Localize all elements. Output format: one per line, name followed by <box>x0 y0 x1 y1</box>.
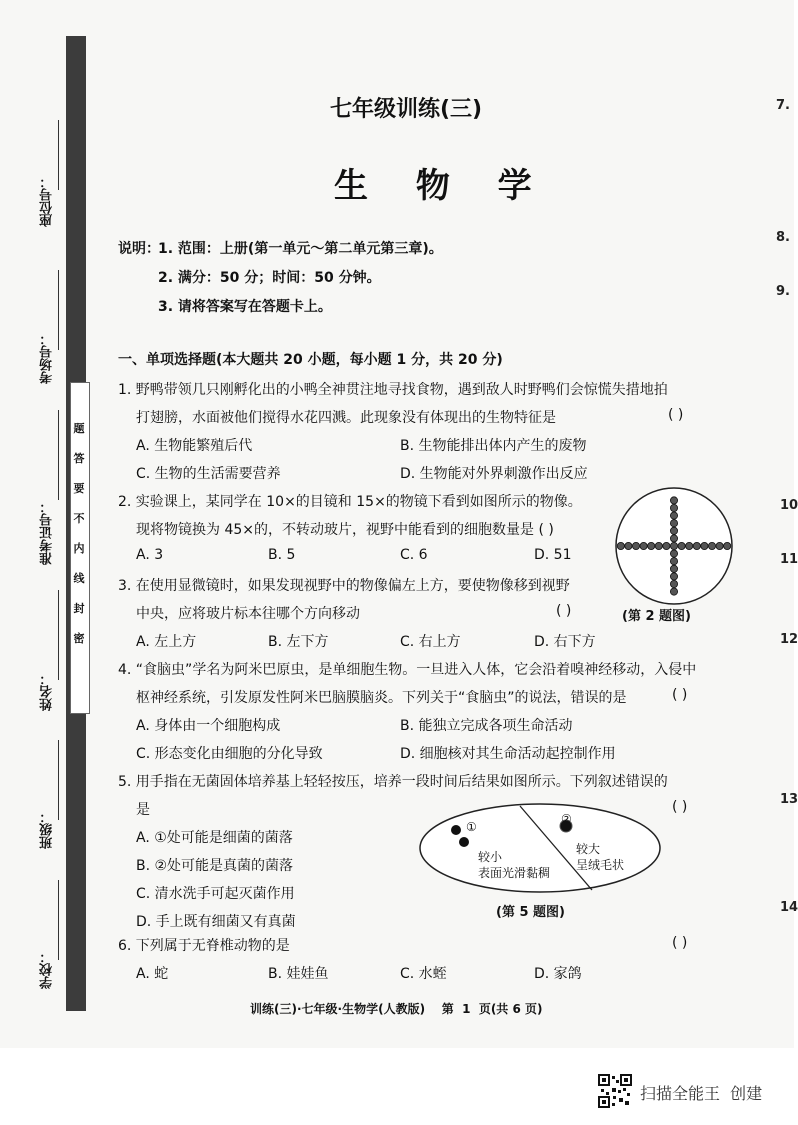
ticket-line <box>58 410 59 500</box>
option-d: D. 右下方 <box>534 634 596 650</box>
option-d: D. 手上既有细菌又有真菌 <box>136 914 296 930</box>
option-a: A. 蛇 <box>136 966 169 982</box>
option-b: B. 左下方 <box>268 634 329 650</box>
question-text: 是 <box>136 802 150 818</box>
instructions-lead: 说明： <box>118 241 160 257</box>
cell <box>670 535 677 542</box>
instruction-item: 2. 满分：50 分；时间：50 分钟。 <box>158 270 381 286</box>
cell <box>617 542 624 549</box>
cell <box>724 542 731 549</box>
page-footer: 训练(三)·七年级·生物学(人教版) 第 1 页(共 6 页) <box>250 1002 543 1016</box>
question-text: 1. 野鸭带领几只刚孵化出的小鸭全神贯注地寻找食物，遇到敌人时野鸭们会惊慌失措地拍 <box>118 382 668 398</box>
subject-title: 生 物 学 <box>334 166 550 206</box>
seal-char: 要 <box>73 482 85 495</box>
edge-number: 12 <box>780 632 798 647</box>
cell <box>648 542 655 549</box>
option-b: B. 能独立完成各项生命活动 <box>400 718 573 734</box>
option-a: A. 生物能繁殖后代 <box>136 438 253 454</box>
seal-char: 题 <box>73 422 85 435</box>
seat-line <box>58 120 59 190</box>
option-c: C. 右上方 <box>400 634 461 650</box>
answer-paren: ( ) <box>672 799 688 815</box>
edge-number: 9. <box>776 284 790 299</box>
cell <box>670 542 677 549</box>
cell <box>663 542 670 549</box>
name-line <box>58 590 59 680</box>
answer-paren: ( ) <box>556 603 572 619</box>
question-text: 中央，应将玻片标本往哪个方向移动 <box>136 606 360 622</box>
option-c: C. 生物的生活需要营养 <box>136 466 281 482</box>
cell <box>670 497 677 504</box>
option-c: C. 形态变化由细胞的分化导致 <box>136 746 323 762</box>
exam-no-label: 考场号： <box>40 332 55 384</box>
class-label: 班级： <box>40 810 55 849</box>
cell <box>670 504 677 511</box>
cell <box>670 520 677 527</box>
school-label: 学校： <box>40 950 55 989</box>
option-c: C. 清水洗手可起灭菌作用 <box>136 886 295 902</box>
seal-char: 线 <box>73 572 85 585</box>
colony-dot <box>451 825 461 835</box>
colony-dot <box>459 837 469 847</box>
seal-char: 内 <box>73 542 85 555</box>
edge-number: 7. <box>776 98 790 113</box>
seat-label: 座位号： <box>40 175 55 227</box>
answer-paren: ( ) <box>668 407 684 423</box>
option-a: A. 左上方 <box>136 634 197 650</box>
cell <box>670 588 677 595</box>
figure-caption: (第 5 题图) <box>496 905 565 920</box>
instruction-item: 3. 请将答案写在答题卡上。 <box>158 299 332 315</box>
seal-char: 密 <box>73 632 85 645</box>
series-title: 七年级训练(三) <box>330 97 483 122</box>
seal-char: 答 <box>73 452 85 465</box>
ticket-label: 准考证号： <box>40 500 55 565</box>
microscope-field-figure <box>612 484 736 608</box>
option-a: A. 3 <box>136 547 164 563</box>
figure-label: 较大 <box>576 842 601 856</box>
cell <box>670 527 677 534</box>
class-line <box>58 740 59 820</box>
figure-label: 表面光滑黏稠 <box>478 866 551 880</box>
question-text: 6. 下列属于无脊椎动物的是 <box>118 938 290 954</box>
option-d: D. 生物能对外界刺激作出反应 <box>400 466 588 482</box>
cell <box>655 542 662 549</box>
question-text: 3. 在使用显微镜时，如果发现视野中的物像偏左上方，要使物像移到视野 <box>118 578 570 594</box>
cell <box>678 542 685 549</box>
option-b: B. 5 <box>268 547 296 563</box>
option-a: A. 身体由一个细胞构成 <box>136 718 281 734</box>
figure-label: 较小 <box>478 850 503 864</box>
question-text: 2. 实验课上，某同学在 10×的目镜和 15×的物镜下看到如图所示的物像。 <box>118 494 582 510</box>
cell <box>632 542 639 549</box>
question-text: 现将物镜换为 45×的，不转动玻片，视野中能看到的细胞数量是 ( ) <box>136 522 554 538</box>
petri-dish-figure <box>416 800 664 896</box>
cell <box>670 565 677 572</box>
cell <box>640 542 647 549</box>
cell <box>670 550 677 557</box>
section-heading: 一、单项选择题(本大题共 20 小题，每小题 1 分，共 20 分) <box>118 352 503 368</box>
edge-number: 11 <box>780 552 798 567</box>
question-text: 枢神经系统，引发原发性阿米巴脑膜脑炎。下列关于“食脑虫”的说法，错误的是 <box>136 690 627 706</box>
figure-label: 呈绒毛状 <box>576 858 625 872</box>
option-c: C. 水蛭 <box>400 966 447 982</box>
answer-paren: ( ) <box>672 935 688 951</box>
option-a: A. ①处可能是细菌的菌落 <box>136 830 293 846</box>
figure-mark-2: ② <box>561 812 572 826</box>
cell <box>716 542 723 549</box>
cell <box>693 542 700 549</box>
question-text: 打翅膀，水面被他们搅得水花四溅。此现象没有体现出的生物特征是 <box>136 410 556 426</box>
watermark-text: 扫描全能王 创建 <box>640 1084 763 1103</box>
option-b: B. 生物能排出体内产生的废物 <box>400 438 587 454</box>
question-text: 5. 用手指在无菌固体培养基上轻轻按压，培养一段时间后结果如图所示。下列叙述错误的 <box>118 774 668 790</box>
question-text: 4. “食脑虫”学名为阿米巴原虫，是单细胞生物。一旦进入人体，它会沿着嗅神经移动，入侵中 <box>118 662 697 678</box>
seal-char: 不 <box>73 512 85 525</box>
qr-code-icon <box>598 1074 632 1108</box>
cell <box>670 580 677 587</box>
cell <box>708 542 715 549</box>
edge-number: 10 <box>780 498 798 513</box>
option-d: D. 细胞核对其生命活动起控制作用 <box>400 746 616 762</box>
option-d: D. 51 <box>534 547 572 563</box>
option-b: B. 娃娃鱼 <box>268 966 329 982</box>
cell <box>686 542 693 549</box>
school-line <box>58 880 59 960</box>
cell <box>670 558 677 565</box>
instruction-item: 1. 范围：上册(第一单元～第二单元第三章)。 <box>158 241 443 257</box>
option-c: C. 6 <box>400 547 428 563</box>
option-d: D. 家鸽 <box>534 966 582 982</box>
edge-number: 8. <box>776 230 790 245</box>
cell <box>625 542 632 549</box>
option-b: B. ②处可能是真菌的菌落 <box>136 858 294 874</box>
edge-number: 14 <box>780 900 798 915</box>
figure-mark-1: ① <box>466 820 477 834</box>
cell <box>670 573 677 580</box>
name-label: 姓名： <box>40 672 55 711</box>
exam-no-line <box>58 270 59 350</box>
seal-char: 封 <box>73 602 85 615</box>
answer-paren: ( ) <box>672 687 688 703</box>
cell <box>701 542 708 549</box>
cell <box>670 512 677 519</box>
edge-number: 13 <box>780 792 798 807</box>
figure-caption: (第 2 题图) <box>622 609 691 624</box>
